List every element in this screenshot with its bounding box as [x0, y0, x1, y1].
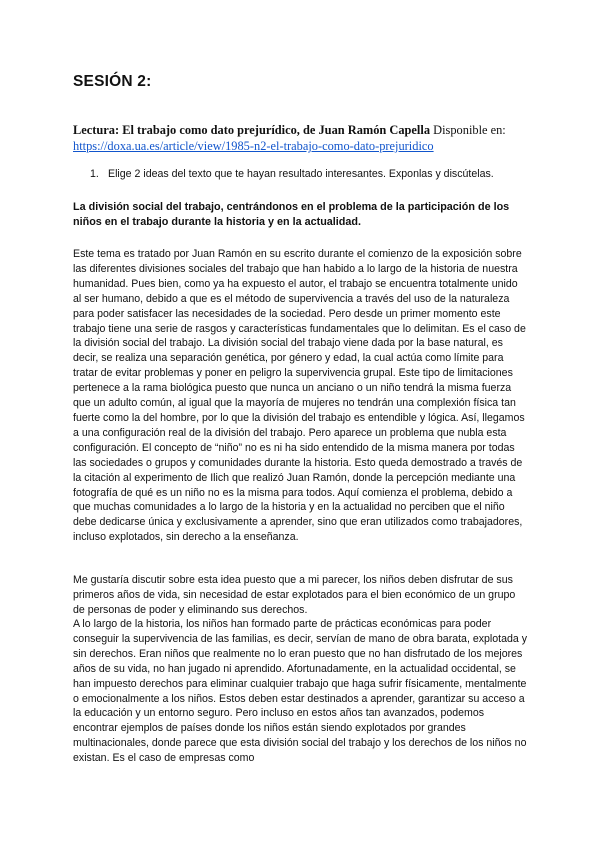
essay-paragraph: A lo largo de la historia, los niños han formado parte de prácticas económicas para poder conseguir la supervivencia de las familias, es decir, servían de mano de obra barata, explotada y sin derechos. Eran niños que realmente no lo eran puesto que no han disfrutado de los mejores años de su vida, no han jugado ni aprendido. Afortunadamente, en la actualidad occidental, se han impuesto derechos para eliminar cualquier trabajo que haga sufrir físicamente, mentalmente o emocionalmente a los niños. Estos deben estar destinados a aprender, garantizar su acceso a la educación y un entorno seguro. Pero incluso en estos años tan avanzados, podemos encontrar ejemplos de países donde los niños están siendo explotados por grandes multinacionales, donde parece que esta división social del trabajo y los derechos de los niños no existan. Es el caso de empresas como	[73, 618, 528, 765]
reading-title: Lectura: El trabajo como dato prejurídico, de Juan Ramón Capella	[73, 123, 431, 137]
task-text: Elige 2 ideas del texto que te hayan resultado interesantes. Exponlas y discútelas.	[108, 168, 494, 180]
essay-paragraph: Este tema es tratado por Juan Ramón en su escrito durante el comienzo de la exposición sobre las diferentes divisiones sociales del trabajo que han habido a lo largo de la historia de nuestra humanidad. Pues bien, como ya ha expuesto el autor, el trabajo se encuentra totalmente unido al ser humano, debido a que es el método de supervivencia a través del uso de la naturaleza para poder satisfacer las necesidades de la sociedad. Pero desde un primer momento este trabajo tiene una serie de rasgos y características fundamentales que lo delimitan. Es el caso de la división social del trabajo. La división social del trabajo viene dada por la base natural, es decir, se realiza una separación genética, por género y edad, la cual actúa como límite para tratar de evitar problemas y poner en peligro la supervivencia grupal. Este tipo de limitaciones pertenece a la rama biológica puesto que nunca un anciano o un niño tendrá la misma fuerza que un adulto común, al igual que la mayoría de mujeres no tendrán una complexión física tan fuerte como la del hombre, por lo que la división del trabajo es entendible y lógica. Así, llegamos a una configuración real de la división del trabajo. Pero aparece un problema que nubla esta configuración. El concepto de “niño” no es ni ha sido entendido de la misma manera por todas las sociedades o grupos y comunidades durante la historia. Esto queda demostrado a través de la citación al experimento de Ilich que realizó Juan Ramón, donde la percepción mediante una fotografía de qué es un niño no es la misma para todos. Aquí comienza el problema, debido a que muchas comunidades a lo largo de la historia y en la actualidad no perciben que el niño debe dedicarse única y exclusivamente a aprender, sino que eran utilizados como trabajadores, incluso explotados, sin derecho a la enseñanza.	[73, 248, 526, 544]
essay-paragraph: Me gustaría discutir sobre esta idea puesto que a mi parecer, los niños deben disfrutar de sus primeros años de vida, sin necesidad de estar explotados para el bien económico de un grupo de personas de poder y eliminando sus derechos.	[73, 574, 516, 616]
reading-availability: Disponible en:	[433, 123, 506, 137]
task-list-item	[90, 167, 550, 181]
reading-reference	[73, 122, 535, 154]
session-title: SESIÓN 2:	[73, 73, 152, 90]
task-number: 1.	[90, 168, 99, 180]
essay-title: La división social del trabajo, centrándonos en el problema de la participación de los niños en el trabajo durante la historia y en la actualidad.	[73, 201, 510, 228]
reading-link[interactable]: https://doxa.ua.es/article/view/1985-n2-el-trabajo-como-dato-prejuridico	[73, 139, 434, 153]
